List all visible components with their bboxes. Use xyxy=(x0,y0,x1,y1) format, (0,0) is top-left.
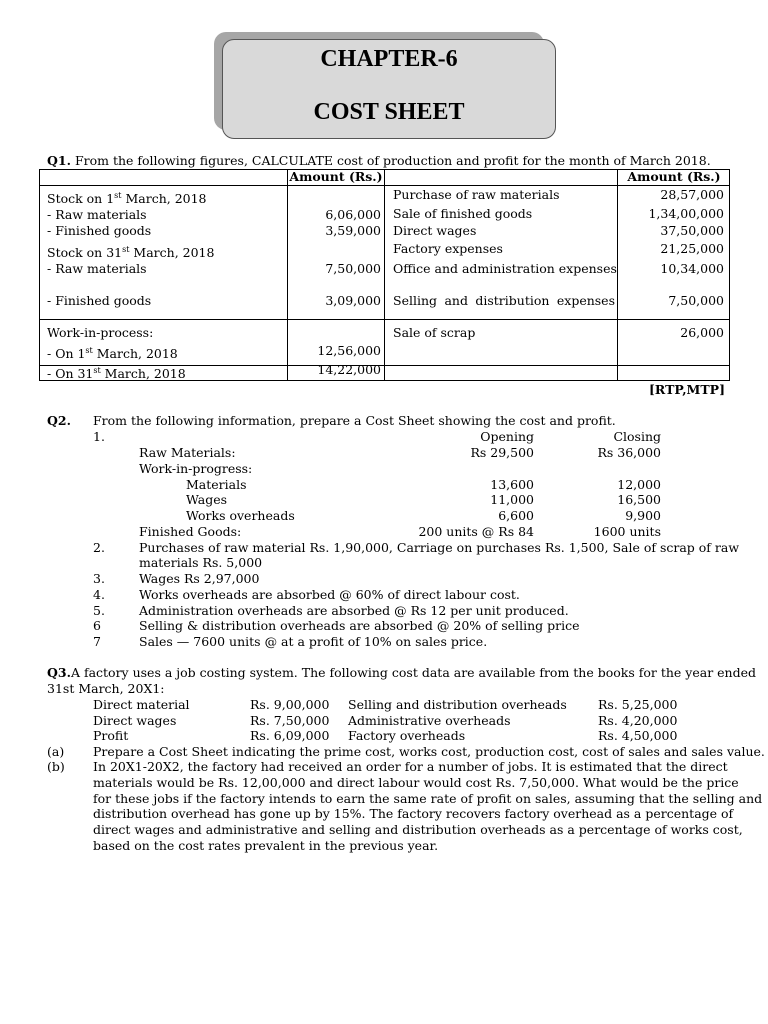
q2-item-6-text: Selling & distribution overheads are absorbed @ 20% of selling price xyxy=(139,618,580,633)
q1-wip-open-value: 12,56,000 xyxy=(317,343,381,358)
q3-b-line-1: In 20X1-20X2, the factory had received an order for a number of jobs. It is estimated that the direct xyxy=(93,759,728,774)
q1-raw-open-value: 6,06,000 xyxy=(325,207,381,222)
q3-intro-line2: 31st March, 20X1: xyxy=(47,681,165,696)
q2-raw-close: Rs 36,000 xyxy=(597,445,661,460)
q2-item-4-number: 4. xyxy=(93,587,105,602)
q2-finished-label: Finished Goods: xyxy=(139,524,242,539)
q2-finished-open: 200 units @ Rs 84 xyxy=(418,524,534,539)
q3-b-line-6: based on the cost rates prevalent in the previous year. xyxy=(93,838,439,853)
q2-works-oh-open: 6,600 xyxy=(498,508,534,523)
q1-col-header-left: Amount (Rs.) xyxy=(289,169,383,184)
q3-b-line-3: for these jobs if the factory intends to earn the same rate of profit on sales, assuming that the selling and xyxy=(93,791,763,806)
q2-closing-header: Closing xyxy=(613,429,661,444)
q1-label: Q1. xyxy=(47,153,71,168)
q2-intro: From the following information, prepare a Cost Sheet showing the cost and profit. xyxy=(93,413,616,428)
title-box xyxy=(222,39,556,139)
q3-b-label: (b) xyxy=(47,759,65,774)
q3-row-2-label-a: Direct wages xyxy=(93,713,177,728)
q1-wip-close-label: - On 31st March, 2018 xyxy=(47,366,186,381)
q1-right-value-5: 7,50,000 xyxy=(668,293,724,308)
q2-wages-close: 16,500 xyxy=(617,492,661,507)
q3-row-1-label-b: Selling and distribution overheads xyxy=(348,697,567,712)
q2-works-oh-close: 9,900 xyxy=(625,508,661,523)
q1-right-value-6: 26,000 xyxy=(680,325,724,340)
q2-label: Q2. xyxy=(47,413,71,428)
q1-source-tag: [RTP,MTP] xyxy=(649,382,725,397)
q2-item-2-text: Purchases of raw material Rs. 1,90,000, Carriage on purchases Rs. 1,500, Sale of scrap of raw xyxy=(139,540,740,555)
q2-item-number: 1. xyxy=(93,429,105,444)
q1-right-label-6: Sale of scrap xyxy=(393,325,476,340)
q2-item-6-number: 6 xyxy=(93,618,101,633)
q1-right-value-2: 37,50,000 xyxy=(660,223,724,238)
q1-right-label-2: Direct wages xyxy=(393,223,477,238)
page-title: COST SHEET xyxy=(313,99,465,125)
q1-right-label-3: Factory expenses xyxy=(393,241,503,256)
q3-row-1-label-a: Direct material xyxy=(93,697,190,712)
q1-stock-close-label: Stock on 31st March, 2018 xyxy=(47,245,215,260)
q3-a-label: (a) xyxy=(47,744,65,759)
q1-right-value-0: 28,57,000 xyxy=(660,187,724,202)
q3-row-3-value-a: Rs. 6,09,000 xyxy=(250,728,330,743)
q3-b-line-4: distribution overhead has gone up by 15%. The factory recovers factory overhead as a percentage of xyxy=(93,806,734,821)
q3-row-2-value-b: Rs. 4,20,000 xyxy=(598,713,678,728)
q2-item-5-number: 5. xyxy=(93,603,105,618)
q1-raw-close-label: - Raw materials xyxy=(47,261,147,276)
q1-wip-close-value: 14,22,000 xyxy=(317,362,381,377)
q2-item-4-text: Works overheads are absorbed @ 60% of direct labour cost. xyxy=(139,587,520,602)
q1-fg-close-label: - Finished goods xyxy=(47,293,152,308)
q2-item-3-number: 3. xyxy=(93,571,105,586)
q3-intro-line1: Q3.A factory uses a job costing system. The following cost data are available from the books for the year ended xyxy=(47,665,756,680)
q3-b-line-2: materials would be Rs. 12,00,000 and direct labour would cost Rs. 7,50,000. What would be the price xyxy=(93,775,739,790)
q1-right-label-1: Sale of finished goods xyxy=(393,206,533,221)
q2-finished-close: 1600 units xyxy=(593,524,661,539)
q1-right-label-5: Selling and distribution expenses xyxy=(393,293,615,308)
q1-wip-label: Work-in-process: xyxy=(47,325,154,340)
q1-right-value-3: 21,25,000 xyxy=(660,241,724,256)
q1-raw-open-label: - Raw materials xyxy=(47,207,147,222)
q2-raw-open: Rs 29,500 xyxy=(470,445,534,460)
q3-row-2-value-a: Rs. 7,50,000 xyxy=(250,713,330,728)
q1-right-label-4: Office and administration expenses xyxy=(393,261,617,276)
q2-materials-label: Materials xyxy=(186,477,247,492)
q1-right-value-4: 10,34,000 xyxy=(660,261,724,276)
q1-fg-open-label: - Finished goods xyxy=(47,223,152,238)
q1-fg-open-value: 3,59,000 xyxy=(325,223,381,238)
q3-row-2-label-b: Administrative overheads xyxy=(348,713,511,728)
q2-materials-close: 12,000 xyxy=(617,477,661,492)
q3-row-1-value-a: Rs. 9,00,000 xyxy=(250,697,330,712)
q2-materials-open: 13,600 xyxy=(490,477,534,492)
q3-row-1-value-b: Rs. 5,25,000 xyxy=(598,697,678,712)
q3-row-3-value-b: Rs. 4,50,000 xyxy=(598,728,678,743)
q3-row-3-label-a: Profit xyxy=(93,728,129,743)
q1-stock-open-label: Stock on 1st March, 2018 xyxy=(47,191,207,206)
q1-right-value-1: 1,34,00,000 xyxy=(648,206,724,221)
q3-b-line-5: direct wages and administrative and selling and distribution overheads as a percentage of works cost, xyxy=(93,822,743,837)
q2-wip-label: Work-in-progress: xyxy=(139,461,253,476)
q1-col-header-right: Amount (Rs.) xyxy=(627,169,721,184)
q1-raw-close-value: 7,50,000 xyxy=(325,261,381,276)
q1-text: From the following figures, CALCULATE cost of production and profit for the month of March 2018. xyxy=(74,153,711,168)
q2-item-2-number: 2. xyxy=(93,540,105,555)
q1-question xyxy=(47,153,711,169)
q3-row-3-label-b: Factory overheads xyxy=(348,728,466,743)
q1-fg-close-value: 3,09,000 xyxy=(325,293,381,308)
q2-item-3-text: Wages Rs 2,97,000 xyxy=(139,571,260,586)
q2-item-7-number: 7 xyxy=(93,634,101,649)
q2-item-2-text-cont: materials Rs. 5,000 xyxy=(139,555,263,570)
q2-works-oh-label: Works overheads xyxy=(186,508,295,523)
q2-item-7-text: Sales — 7600 units @ at a profit of 10% on sales price. xyxy=(139,634,488,649)
q1-wip-open-label: - On 1st March, 2018 xyxy=(47,346,178,361)
q1-right-label-0: Purchase of raw materials xyxy=(393,187,560,202)
q1-table xyxy=(39,169,730,381)
q2-wages-open: 11,000 xyxy=(490,492,534,507)
q2-opening-header: Opening xyxy=(480,429,534,444)
chapter-heading: CHAPTER-6 xyxy=(320,46,458,72)
q2-wages-label: Wages xyxy=(186,492,228,507)
q2-item-5-text: Administration overheads are absorbed @ Rs 12 per unit produced. xyxy=(139,603,569,618)
q2-raw-label: Raw Materials: xyxy=(139,445,236,460)
q3-a-text: Prepare a Cost Sheet indicating the prime cost, works cost, production cost, cost of sales and sales value. xyxy=(93,744,765,759)
